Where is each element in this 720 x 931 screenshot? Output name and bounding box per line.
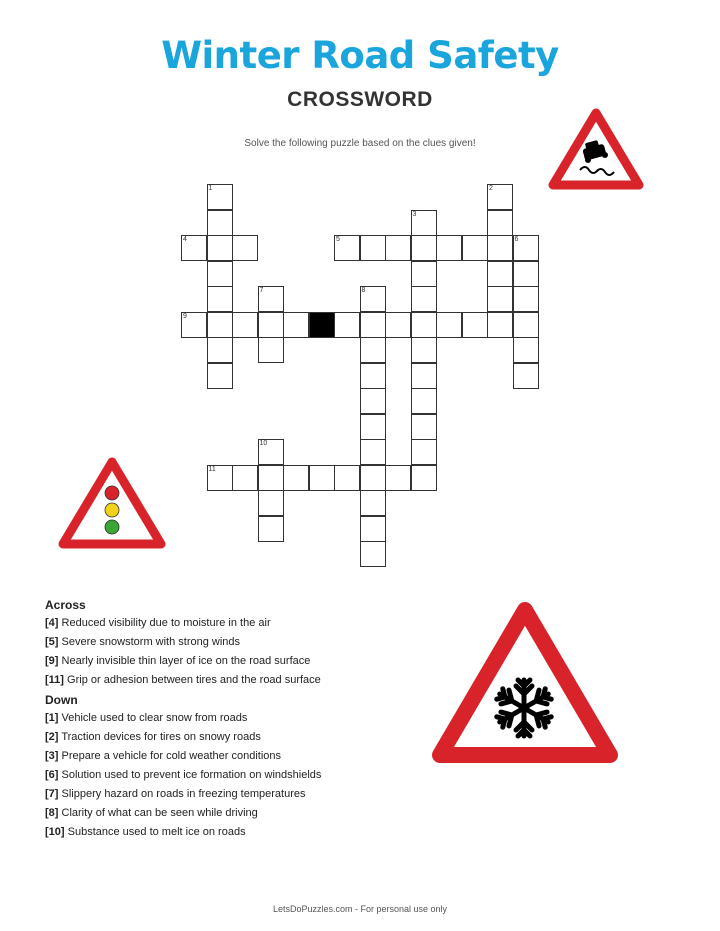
clue-text: Substance used to melt ice on roads	[67, 826, 246, 838]
down-clues	[45, 712, 425, 839]
clue-text: Clarity of what can be seen while driving	[61, 807, 258, 819]
grid-cell[interactable]	[360, 312, 386, 338]
clue-down-item	[45, 826, 425, 839]
grid-cell[interactable]	[360, 516, 386, 542]
cell-number: 6	[514, 236, 519, 243]
grid-cell[interactable]	[411, 210, 437, 236]
grid-cell[interactable]	[207, 184, 233, 210]
grid-cell[interactable]	[411, 312, 437, 338]
clue-number: [8]	[45, 807, 59, 819]
cell-number: 2	[489, 185, 493, 192]
clue-number: [9]	[45, 655, 59, 667]
grid-cell[interactable]	[309, 465, 335, 491]
grid-cell[interactable]	[411, 337, 437, 363]
grid-cell[interactable]	[334, 312, 360, 338]
clue-text: Grip or adhesion between tires and the road surface	[67, 674, 321, 686]
grid-cell[interactable]	[411, 363, 437, 389]
clue-across-item	[45, 617, 425, 630]
grid-cell[interactable]	[411, 388, 437, 414]
clue-down-item	[45, 750, 425, 763]
grid-cell[interactable]	[360, 235, 386, 261]
cell-number: 4	[183, 236, 187, 243]
grid-cell[interactable]	[232, 312, 258, 338]
grid-cell[interactable]	[487, 261, 513, 287]
grid-cell[interactable]	[385, 235, 411, 261]
grid-cell[interactable]	[513, 363, 539, 389]
clue-number: [5]	[45, 636, 59, 648]
grid-cell[interactable]	[207, 337, 233, 363]
cell-number: 8	[361, 287, 366, 294]
grid-cell[interactable]	[232, 235, 258, 261]
clue-across-item	[45, 674, 425, 687]
clue-text: Solution used to prevent ice formation on windshields	[61, 769, 322, 781]
grid-cell[interactable]	[360, 490, 386, 516]
clue-text: Nearly invisible thin layer of ice on the road surface	[61, 655, 311, 667]
clue-number: [4]	[45, 617, 59, 629]
cell-number: 9	[183, 312, 187, 320]
grid-cell[interactable]	[436, 312, 462, 338]
down-heading: Down	[45, 693, 78, 707]
grid-cell[interactable]	[411, 465, 437, 491]
clue-text: Vehicle used to clear snow from roads	[61, 712, 248, 724]
grid-cell[interactable]	[334, 235, 360, 261]
clue-number: [10]	[45, 826, 65, 838]
grid-cell[interactable]	[487, 210, 513, 236]
clue-down-item	[45, 731, 425, 744]
clue-number: [1]	[45, 712, 59, 724]
grid-cell[interactable]	[411, 414, 437, 440]
clue-number: [11]	[45, 674, 64, 686]
grid-cell[interactable]	[207, 286, 233, 312]
grid-cell[interactable]	[360, 337, 386, 363]
clue-across-item	[45, 655, 425, 668]
clue-down-item	[45, 712, 425, 725]
grid-cell[interactable]	[411, 439, 437, 465]
grid-cell[interactable]	[462, 235, 488, 261]
grid-cell[interactable]	[385, 465, 411, 491]
grid-cell[interactable]	[513, 286, 539, 312]
grid-cell[interactable]	[258, 490, 284, 516]
grid-cell[interactable]	[513, 235, 539, 261]
footer-credit: LetsDoPuzzles.com - For personal use only	[272, 904, 448, 914]
grid-cell[interactable]	[207, 312, 233, 338]
page-subtitle: CROSSWORD	[287, 88, 433, 111]
grid-cell[interactable]	[360, 439, 386, 465]
clue-down-item	[45, 788, 425, 801]
grid-cell[interactable]	[181, 235, 207, 261]
grid-cell[interactable]	[207, 465, 233, 491]
grid-cell[interactable]	[232, 465, 258, 491]
clues-section	[45, 598, 425, 845]
snowflake-icon	[430, 600, 620, 768]
across-heading: Across	[45, 598, 86, 612]
grid-cell[interactable]	[207, 210, 233, 236]
grid-cell[interactable]	[283, 312, 309, 338]
cell-number: 10	[259, 440, 268, 447]
grid-cell[interactable]	[385, 312, 411, 338]
grid-cell[interactable]	[487, 235, 513, 261]
clue-down-item	[45, 807, 425, 820]
clue-across-item	[45, 636, 425, 649]
cell-number: 7	[259, 287, 264, 294]
grid-cell[interactable]	[360, 286, 386, 312]
grid-block	[309, 312, 335, 338]
clue-text: Slippery hazard on roads in freezing temperatures	[61, 788, 306, 800]
clue-number: [6]	[45, 769, 59, 781]
grid-cell[interactable]	[334, 465, 360, 491]
grid-cell[interactable]	[513, 261, 539, 287]
clue-number: [7]	[45, 788, 59, 800]
cell-number: 3	[412, 210, 417, 218]
grid-cell[interactable]	[513, 337, 539, 363]
clue-down-item	[45, 769, 425, 782]
grid-cell[interactable]	[360, 541, 386, 567]
instructions: Solve the following puzzle based on the clues given!	[244, 138, 476, 149]
clue-text: Prepare a vehicle for cold weather conditions	[61, 750, 282, 762]
grid-cell[interactable]	[411, 286, 437, 312]
grid-cell[interactable]	[258, 439, 284, 465]
clue-text: Traction devices for tires on snowy roads	[61, 731, 261, 743]
grid-cell[interactable]	[462, 312, 488, 338]
grid-cell[interactable]	[487, 184, 513, 210]
grid-cell[interactable]	[513, 312, 539, 338]
grid-cell[interactable]	[207, 235, 233, 261]
grid-cell[interactable]	[436, 235, 462, 261]
grid-cell[interactable]	[360, 388, 386, 414]
grid-cell[interactable]	[258, 516, 284, 542]
page-title: Winter Road Safety	[161, 34, 559, 77]
grid-cell[interactable]	[360, 465, 386, 491]
grid-cell[interactable]	[487, 312, 513, 338]
grid-cell[interactable]	[207, 363, 233, 389]
across-clues	[45, 617, 425, 687]
clue-text: Reduced visibility due to moisture in the air	[61, 617, 271, 629]
cell-number: 11	[208, 465, 216, 473]
cell-number: 1	[208, 185, 213, 192]
grid-cell[interactable]	[258, 312, 284, 338]
clue-number: [3]	[45, 750, 59, 762]
clue-text: Severe snowstorm with strong winds	[61, 636, 241, 648]
clue-number: [2]	[45, 731, 59, 743]
grid-cell[interactable]	[258, 337, 284, 363]
cell-number: 5	[336, 236, 340, 243]
grid-cell[interactable]	[283, 465, 309, 491]
grid-cell[interactable]	[411, 261, 437, 287]
grid-cell[interactable]	[258, 286, 284, 312]
grid-cell[interactable]	[360, 363, 386, 389]
grid-cell[interactable]	[258, 465, 284, 491]
grid-cell[interactable]	[411, 235, 437, 261]
grid-cell[interactable]	[360, 414, 386, 440]
grid-cell[interactable]	[181, 312, 207, 338]
grid-cell[interactable]	[207, 261, 233, 287]
grid-cell[interactable]	[487, 286, 513, 312]
